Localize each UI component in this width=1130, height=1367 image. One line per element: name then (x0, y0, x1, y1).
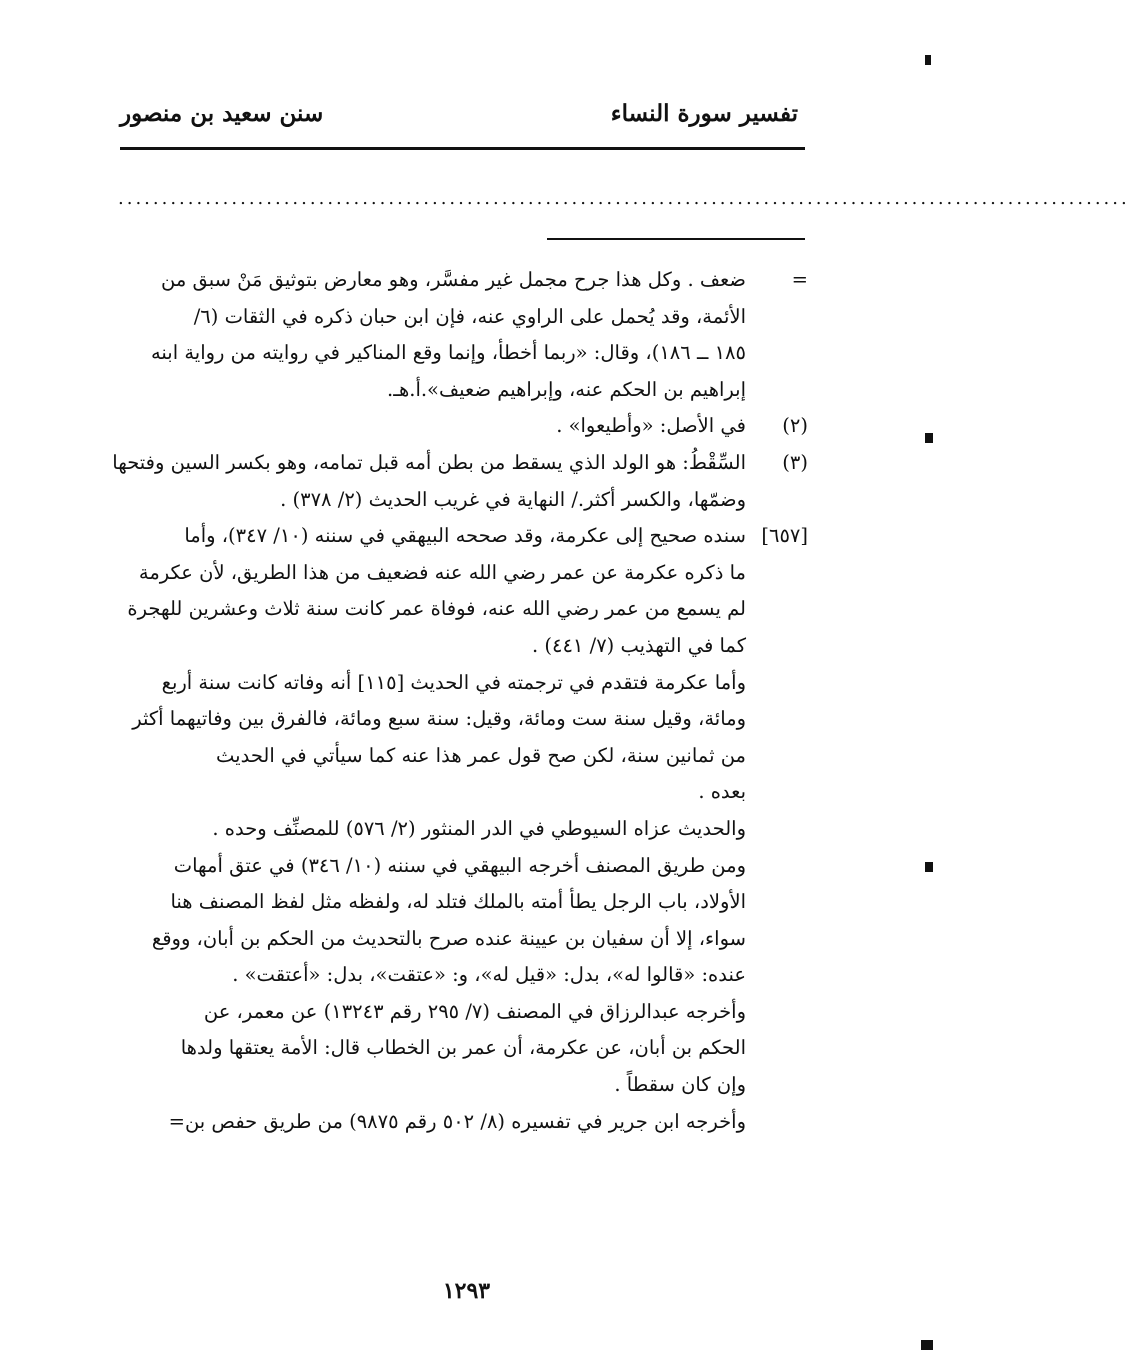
scan-mark (925, 433, 933, 443)
note-line: ما ذكره عكرمة عن عمر رضي الله عنه فضعيف من هذا الطريق، لأن عكرمة (138, 560, 746, 584)
note-line: الحكم بن أبان، عن عكرمة، أن عمر بن الخطاب قال: الأمة يعتقها ولدها (180, 1036, 746, 1060)
footnote-line: إبراهيم بن الحكم عنه، وإبراهيم ضعيف».أ.هـ. (387, 377, 746, 401)
footnote-continuation (100, 262, 808, 408)
scan-mark (921, 1340, 933, 1350)
header-rule (120, 147, 805, 150)
footnote-line: ضعف . وكل هذا جرح مجمل غير مفسَّر، وهو معارض بتوثيق مَنْ سبق من (161, 268, 746, 291)
note-line: عنده: «قالوا له»، بدل: «قيل له»، و: «عتقت»، بدل: «أعتقت» . (232, 963, 746, 987)
footnote-rule (547, 238, 805, 240)
footnote-marker: (٣) (782, 450, 808, 474)
note-line: ومن طريق المصنف أخرجه البيهقي في سننه (١٠/ ٣٤٦) في عتق أمهات (173, 853, 746, 877)
note-line: سنده صحيح إلى عكرمة، وقد صححه البيهقي في سننه (١٠/ ٣٤٧)، وأما (184, 524, 746, 548)
note-line: من ثمانين سنة، لكن صح قول عمر هذا عنه كما سيأتي في الحديث (216, 743, 746, 767)
footnote-2 (100, 408, 808, 445)
hadith-number: [٦٥٧] (761, 524, 808, 548)
footnote-line: وضمّها، والكسر أكثر./ النهاية في غريب الحديث (٢/ ٣٧٨) . (280, 487, 746, 511)
note-line: والحديث عزاه السيوطي في الدر المنثور (٢/ ٥٧٦) للمصنِّف وحده . (212, 816, 746, 840)
footnote-marker: = (791, 268, 808, 291)
note-line: لم يسمع من عمر رضي الله عنه، فوفاة عمر كانت سنة ثلاث وعشرين للهجرة (127, 597, 746, 621)
footnote-line: السِّقْطُ: هو الولد الذي يسقط من بطن أمه قبل تمامه، وهو بكسر السين وفتحها (112, 450, 746, 474)
note-line: وأما عكرمة فتقدم في ترجمته في الحديث [١١٥] أنه وفاته كانت سنة أربع (161, 670, 746, 694)
footnotes (100, 262, 808, 1140)
note-line: كما في التهذيب (٧/ ٤٤١) . (531, 633, 746, 657)
note-line: الأولاد، باب الرجل يطأ أمته بالملك فتلد له، ولفظه مثل لفظ المصنف هنا (170, 890, 746, 914)
note-line: وإن كان سقطاً . (614, 1073, 746, 1097)
dotted-separator: .................................................................................................................... (118, 188, 1130, 209)
note-line: ومائة، وقيل سنة ست ومائة، وقيل: سنة سبع ومائة، فالفرق بين وفاتيهما أكثر (132, 707, 746, 731)
running-title-book: سنن سعيد بن منصور (120, 100, 324, 127)
footnote-marker: (٢) (782, 414, 808, 438)
footnote-line: ١٨٥ ــ ١٨٦)، وقال: «ربما أخطأ، وإنما وقع المناكير في روايته من رواية ابنه (150, 341, 746, 365)
footnote-3 (100, 445, 808, 518)
footnote-line: الأئمة، وقد يُحمل على الراوي عنه، فإن ابن حبان ذكره في الثقات (٦/ (193, 304, 746, 328)
scan-mark (925, 55, 931, 65)
scan-mark (925, 862, 933, 872)
hadith-note-657 (100, 518, 808, 1140)
note-line: بعده . (698, 780, 746, 804)
footnote-line: في الأصل: «وأطيعوا» . (556, 414, 746, 438)
note-line: سواء، إلا أن سفيان بن عيينة عنده صرح بالتحديث من الحكم بن أبان، ووقع (151, 926, 746, 950)
running-title-surah: تفسير سورة النساء (610, 100, 798, 127)
note-line: وأخرجه عبدالرزاق في المصنف (٧/ ٢٩٥ رقم ١٣٢٤٣) عن معمر، عن (203, 999, 746, 1023)
note-line: وأخرجه ابن جرير في تفسيره (٨/ ٥٠٢ رقم ٩٨٧٥) من طريق حفص بن= (168, 1109, 746, 1133)
page-number: ١٢٩٣ (442, 1278, 491, 1304)
